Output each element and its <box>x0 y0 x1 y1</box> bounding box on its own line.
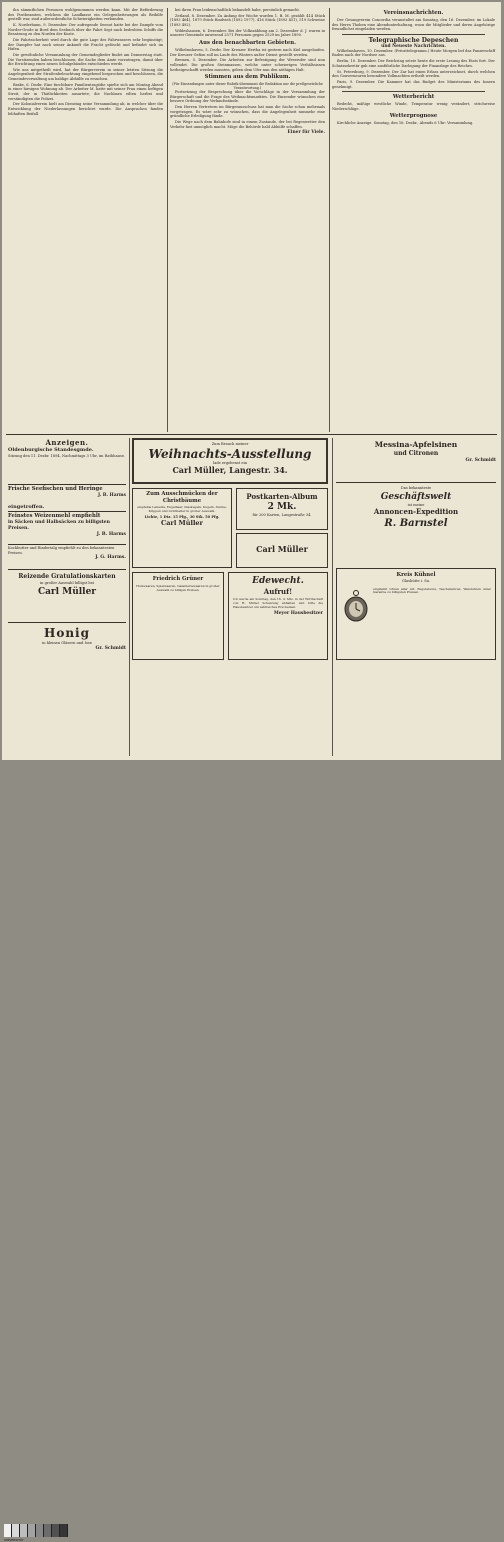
ad-subline: in kleinen Gläsern und lose <box>42 641 92 645</box>
paragraph: Wilhelmshaven, 5. Dezbr. Der Kreuzer Hertha ist gestern nach Kiel ausgelaufen. Der Kreuzer Gefion soll im Laufe des Winters außer Dienst gestellt werden. <box>170 47 325 57</box>
divider <box>342 91 485 92</box>
column-rule <box>329 8 330 432</box>
section-heading: Wetterbericht <box>392 94 435 101</box>
ad-advertiser: Carl Müller <box>161 519 203 528</box>
ad-headline: Feinstes Weizenmehl empfiehlt <box>8 513 101 519</box>
ad-title: Anzeigen. <box>45 438 89 447</box>
ad-heringe <box>8 484 126 508</box>
paragraph: Die Wege nach dem Bahnhofe sind in einem Zustande, der bei Regenwetter den Verkehr fast unmöglich macht. Möge die Behörde bald Abhülfe schaffen. <box>170 120 325 129</box>
ad-edewecht <box>228 572 328 660</box>
paragraph: Fortsetzung der Besprechung über die Vorschläge in der Versammlung der Bürgerschaft und die Frage des Weihnachtsmarktes. Die Einsender wünschen eine bessere Ordnung der Verkaufsstände. <box>170 90 325 104</box>
ad-headline: Honig <box>43 626 90 640</box>
ad-text: Ich werde am Sonntag, den 16. d. Mts. in der Wirthschaft von H. Müller Schatzung abhalten und bitte die Hausbesitzer um zahlreiches Erscheinen. <box>233 597 323 609</box>
ad-advertiser: Meyer Hausbesitzer <box>273 611 323 617</box>
ad-advertiser: Carl Müller <box>37 586 97 597</box>
ad-title: Postkarten-Album <box>246 492 318 501</box>
ad-christbaeume <box>132 488 232 568</box>
ad-title: Zum Ausschmücken der Christbäume <box>146 491 218 504</box>
ad-headline: Reizende Gratulationskarten <box>18 573 116 580</box>
ad-line: Sitzung den 11. Dezbr. 1894, Nachmittags 3 Uhr, im Rathhause. <box>8 454 126 458</box>
ad-advertiser: J. G. Harms. <box>95 555 126 561</box>
paragraph: Berlin, 10. Dezember. Der Reichstag setzte heute die erste Lesung des Etats fort. Der Schatzsekretär gab eine ausführliche Darlegung der Finanzlage des Reiches. <box>332 59 495 68</box>
paragraph: Der Gesangverein Concordia veranstaltet am Sonntag, den 16. Dezember, im Lokale des Herrn Thoben eine Abendunterhaltung, wozu die Mitglieder und deren Angehörige freundlichst eingeladen werden. <box>332 18 495 32</box>
paragraph: Den Herren Vertretern im Bürgerausschuss hat man die Sache schon mehrmals vorgetragen. Es wäre sehr zu wünschen, dass die Angelegenheit nunmehr eine gründliche Erledigung fände. <box>170 105 325 119</box>
section-heading: Stimmen aus dem Publikum. <box>204 74 291 81</box>
ad-subline: eingetroffen. <box>8 504 45 510</box>
ad-advertiser: Carl Müller <box>256 544 308 554</box>
paragraph: Brake, 6. Dezbr. Eine furchtbare Familientragödie spielte sich am Montag Abend in einer hiesigen Wohnung ab. Der Arbeiter M. hatte mit seiner Frau einen heftigen Streit, der in Thätlichkeiten ausartete; die Nachbarn eilten herbei und verständigten die Polizei. <box>8 82 163 101</box>
ad-line: Oldenburgische Standesgmde. <box>8 447 94 453</box>
ad-subline: und Citronen <box>393 450 439 457</box>
ad-text: empfehle Lametta, Engelhaar, Glaskugeln, Kugeln, Sterne, Krippen und Lichthalter in großer Auswahl. <box>137 505 227 513</box>
newspaper-page <box>2 2 501 760</box>
paragraph: Wilhelmshaven, 10. Dezember. (Privattelegramm.) Heute Morgen lief das Panzerschiff Baden nach der Nordsee aus. <box>332 48 495 58</box>
paragraph: Bremen, 5. Dezember. Die Arbeiten zur Befestigung der Weserufer sind nun vollendet. Die großen Steinmassen, welche unter schwierigen Verhältnissen herbeigeschafft werden mussten, geben dem Ufer nun den nöthigen Halt. <box>170 58 325 72</box>
section-subheading: und Neueste Nachrichten. <box>381 43 446 49</box>
ad-postkarten-album <box>236 488 328 530</box>
paragraph: St. Petersburg, 9. Dezember. Der Zar hat einen Erlass unterzeichnet, durch welchen den Gouverneuren besondere Vollmachten ertheilt werden. <box>332 69 495 79</box>
paragraph: Die Fahrtsicherheit wird durch die gute Lage des Fahrwassers sehr begünstigt; der Dampfer hat nach seiner Ankunft die Fracht gelöscht und befindet sich im Hafen. <box>8 37 163 52</box>
ad-advertiser: Kreis Kühnel <box>396 572 436 578</box>
paragraph: Zetland, 8. Dezember. Zu Anfang der Woche wurden 1. B. M. gezählt 414 Stück (1893 464), 1879 Stück Rindvieh (1892 1977), 416 Stück (1893 451), 519 Schweine (1893 492). <box>170 13 325 27</box>
ad-gruener <box>132 572 224 660</box>
pocket-watch-icon <box>343 589 369 623</box>
ad-advertiser: J. B. Harms <box>96 532 126 537</box>
ad-place: Edewecht. <box>252 576 304 586</box>
section-heading: Wetterprognose <box>389 113 438 120</box>
ad-subline: Glashütte i. Sa. <box>402 579 430 583</box>
ad-title: Messina-Apfelsinen <box>374 440 458 449</box>
article-column-3 <box>332 8 495 432</box>
signature: Einer für Viele. <box>287 130 325 136</box>
ads-separator <box>6 434 497 435</box>
scan-footer <box>0 760 504 1542</box>
article-column-2 <box>170 8 325 432</box>
ad-subline: in großer Auswahl billigst bei <box>40 581 94 585</box>
paragraph: Wildeshausen, 6. Dezember. Bei der Volkszählung am 2. Dezember d. J. waren in unserer Gemeinde anwesend 2571 Personen gegen 2529 im Jahre 1890. <box>170 28 325 38</box>
ad-big: Annoncen-Expedition <box>373 507 459 517</box>
ad-title: Aufruf! <box>263 587 293 596</box>
ad-text: Kochbutter und Rindertalg empfiehlt zu den bekanntesten Preisen. <box>8 546 115 555</box>
ad-title: Weihnachts-Ausstellung <box>148 446 312 461</box>
paragraph: bei ihren Frau leidenschaftlich behandelt habe, persönlich gemacht. <box>175 8 300 12</box>
ad-subline: lade ergebenst ein <box>213 460 247 465</box>
section-heading: Telegraphische Depeschen <box>368 36 459 44</box>
ad-anzeigen <box>8 438 126 480</box>
paragraph: K. Norderhaun, 9. Dezember. Der aufregende Seenot hatte bei der Dampfe vom Norder-Grode in Bord dem Seebuch über die Fahrt Sept nach bedrohten Schiffs die Besatzung zu den Norden der Kuste. <box>8 22 163 37</box>
article-column-1 <box>8 8 163 432</box>
ad-advertiser: J. B. Harms <box>98 493 126 498</box>
ad-pre: Das bekannteste <box>400 486 432 490</box>
ad-advertiser: R. Barnstel <box>384 518 448 530</box>
ad-price: Lichte, 1 Dtz. 15 Pfg., 30 Stk. 50 Pfg. <box>144 514 220 519</box>
ad-advertiser: Carl Müller, Langestr. 34. <box>172 465 288 476</box>
color-calibration-strip <box>4 1524 68 1537</box>
ad-pre: Zum Besuch meiner <box>211 442 249 446</box>
ad-honig <box>8 622 126 662</box>
ad-subline: ist meine <box>407 502 425 507</box>
ad-text: Holzwaaren, Spielwaaren, Galanteriewaaren in großer Auswahl zu billigen Preisen. <box>136 584 220 592</box>
paragraph: Kirchliche Anzeige. Sonntag, den 16. Dezbr., Abends 6 Uhr: Versammlung. <box>337 121 474 126</box>
ad-title: Geschäftswelt <box>380 491 452 502</box>
divider <box>342 34 485 35</box>
ad-annoncen-expedition <box>336 482 496 564</box>
ad-advertiser: Gr. Schmidt <box>95 645 126 651</box>
ad-advertiser: Gr. Schmidt <box>465 458 496 463</box>
ad-price: 2 Mk. <box>267 502 297 512</box>
paragraph: Paris, 9. Dezember. Die Kammer hat das Budget des Ministeriums des Innern genehmigt. <box>332 79 495 89</box>
column-rule <box>332 438 333 756</box>
ad-weizenmehl <box>8 511 126 541</box>
section-note: (Für Einsendungen unter dieser Rubrik übernimmt die Redaktion nur die preßgesetzliche Verantwortung.) <box>172 82 323 91</box>
ad-gratulationskarten <box>8 569 126 619</box>
paragraph: Wie uns mitgetheilt wird, hat der Bürgerverein in seiner letzten Sitzung die Angelegenheit der Straßenbeleuchtung eingehend besprochen und beschlossen, die Gemeindeverwaltung um baldige Abhülfe zu ersuchen. <box>8 67 163 82</box>
ad-headline: Frische Seefischen und Heringe <box>8 486 103 492</box>
ad-kuehnel <box>336 568 496 660</box>
section-heading: Aus den benachbarten Gebieten. <box>199 39 296 46</box>
paragraph: ihn sämmtlichen Personen wohlgenommen werden kann. Mit der Beförderung des Postbeamten, welchem die Landkasse ein Gelegenheitswagen als Beihilfe gestellt war, sind außerordentliche Schwierigkeiten verbunden. <box>8 8 163 22</box>
calibration-label: UNIVERSITÄT <box>4 1538 24 1542</box>
ad-apfelsinen <box>336 438 496 478</box>
paragraph: Die gewöhnliche Versammlung der Gemeindeglieder findet am Donnerstag statt. Die Vorsitzenden haben beschlossen, die Sache dem Amte vorzutragen, damit über die Errichtung eines neuen Schulgebäudes entschieden werde. <box>8 52 163 67</box>
ad-text: empfiehlt Uhren aller Art, Regulateure, Taschenuhren, Wanduhren unter Garantie zu billigsten Preisen. <box>373 586 491 595</box>
ad-kochbutter <box>8 544 126 566</box>
ad-subline: für 200 Karten, Langestraße 34. <box>252 513 312 517</box>
column-rule <box>129 438 130 756</box>
ad-weihnachts-ausstellung <box>132 438 328 484</box>
ad-carl-mueller <box>236 533 328 568</box>
ad-advertiser: Friedrich Grüner <box>152 576 204 582</box>
paragraph: Der Kolonialverein hielt am Dienstag seine Versammlung ab, in welcher über die Entwicklung der Niederlassungen berichtet wurde. Die Ansprachen fanden lebhaften Beifall. <box>8 102 163 116</box>
column-rule <box>167 8 168 432</box>
paragraph: Bedeckt, mäßige westliche Winde, Temperatur wenig verändert, strichweise Niederschläge. <box>332 102 495 111</box>
section-heading: Vereinsnachrichten. <box>383 10 444 16</box>
ad-subline: in Säcken und Halbsäcken zu billigsten Preisen. <box>8 520 110 531</box>
